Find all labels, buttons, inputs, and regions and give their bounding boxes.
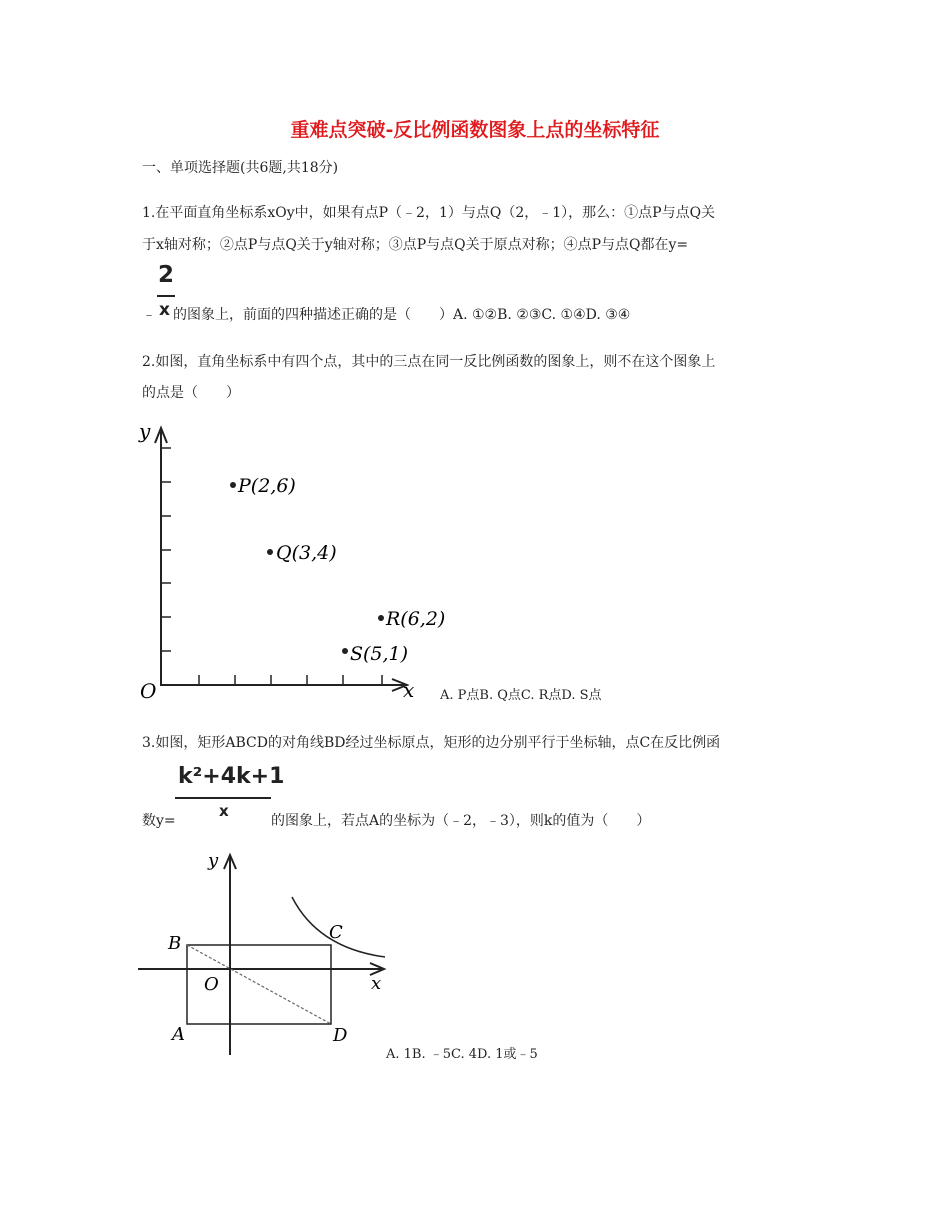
q3-label-c: C	[329, 922, 343, 943]
q2-origin-label: O	[140, 679, 157, 703]
q2-point-r-label: R(6,2)	[386, 608, 446, 630]
q3-prefix: 数y=	[142, 813, 176, 829]
q2-y-axis-label: y	[139, 419, 151, 443]
q2-x-ticks	[199, 675, 382, 685]
q2-line-1: 2.如图，直角坐标系中有四个点，其中的三点在同一反比例函数的图象上，则不在这个图象上	[142, 354, 716, 370]
q2-point-p-marker	[230, 482, 236, 488]
q2-line-2: 的点是（ ）	[142, 385, 240, 401]
page-title: 重难点突破-反比例函数图象上点的坐标特征	[290, 119, 660, 141]
q1-fraction-numerator: 2	[158, 262, 175, 288]
q1-negative-sign: ﹣	[142, 307, 156, 323]
q3-fraction-numerator: k²+4k+1	[178, 764, 285, 789]
q3-label-b: B	[168, 933, 182, 954]
section-heading: 一、单项选择题(共6题,共18分)	[142, 160, 339, 176]
q3-fraction-bar	[175, 797, 271, 799]
q1-line-1: 1.在平面直角坐标系xOy中，如果有点P（﹣2，1）与点Q（2，﹣1），那么：①点P与点Q关	[142, 205, 716, 221]
q2-y-ticks	[161, 448, 171, 651]
q2-x-axis-label: x	[403, 678, 415, 702]
q3-y-axis-label: y	[208, 850, 219, 871]
q2-point-s-label: S(5,1)	[350, 643, 409, 665]
q3-options: A. 1B. ﹣5C. 4D. 1或﹣5	[386, 1047, 538, 1062]
q1-fraction-denominator: x	[159, 300, 170, 320]
q1-line-3: 的图象上，前面的四种描述正确的是（ ）A. ①②B. ②③C. ①④D. ③④	[173, 307, 631, 323]
q2-options: A. P点B. Q点C. R点D. S点	[440, 688, 602, 703]
q2-point-s-marker	[342, 648, 348, 654]
q1-fraction-bar	[157, 295, 175, 297]
q2-point-p-label: P(2,6)	[238, 475, 296, 497]
q2-coordinate-figure	[130, 415, 446, 705]
q2-point-q-marker	[267, 549, 273, 555]
q1-line-2: 于x轴对称；②点P与点Q关于y轴对称；③点P与点Q关于原点对称；④点P与点Q都在y=	[142, 237, 689, 253]
q2-point-r-marker	[378, 615, 384, 621]
q3-label-d: D	[333, 1025, 348, 1046]
q3-suffix: 的图象上，若点A的坐标为（﹣2，﹣3），则k的值为（ ）	[271, 813, 651, 829]
q3-label-a: A	[172, 1024, 185, 1045]
q3-x-axis-label: x	[371, 973, 382, 994]
q3-rectangle-figure	[130, 845, 395, 1060]
q3-fraction-denominator: x	[219, 802, 229, 820]
q3-line-1: 3.如图，矩形ABCD的对角线BD经过坐标原点，矩形的边分别平行于坐标轴，点C在反比例函	[142, 735, 721, 751]
q2-point-q-label: Q(3,4)	[276, 542, 337, 564]
q3-origin-label: O	[204, 974, 219, 995]
